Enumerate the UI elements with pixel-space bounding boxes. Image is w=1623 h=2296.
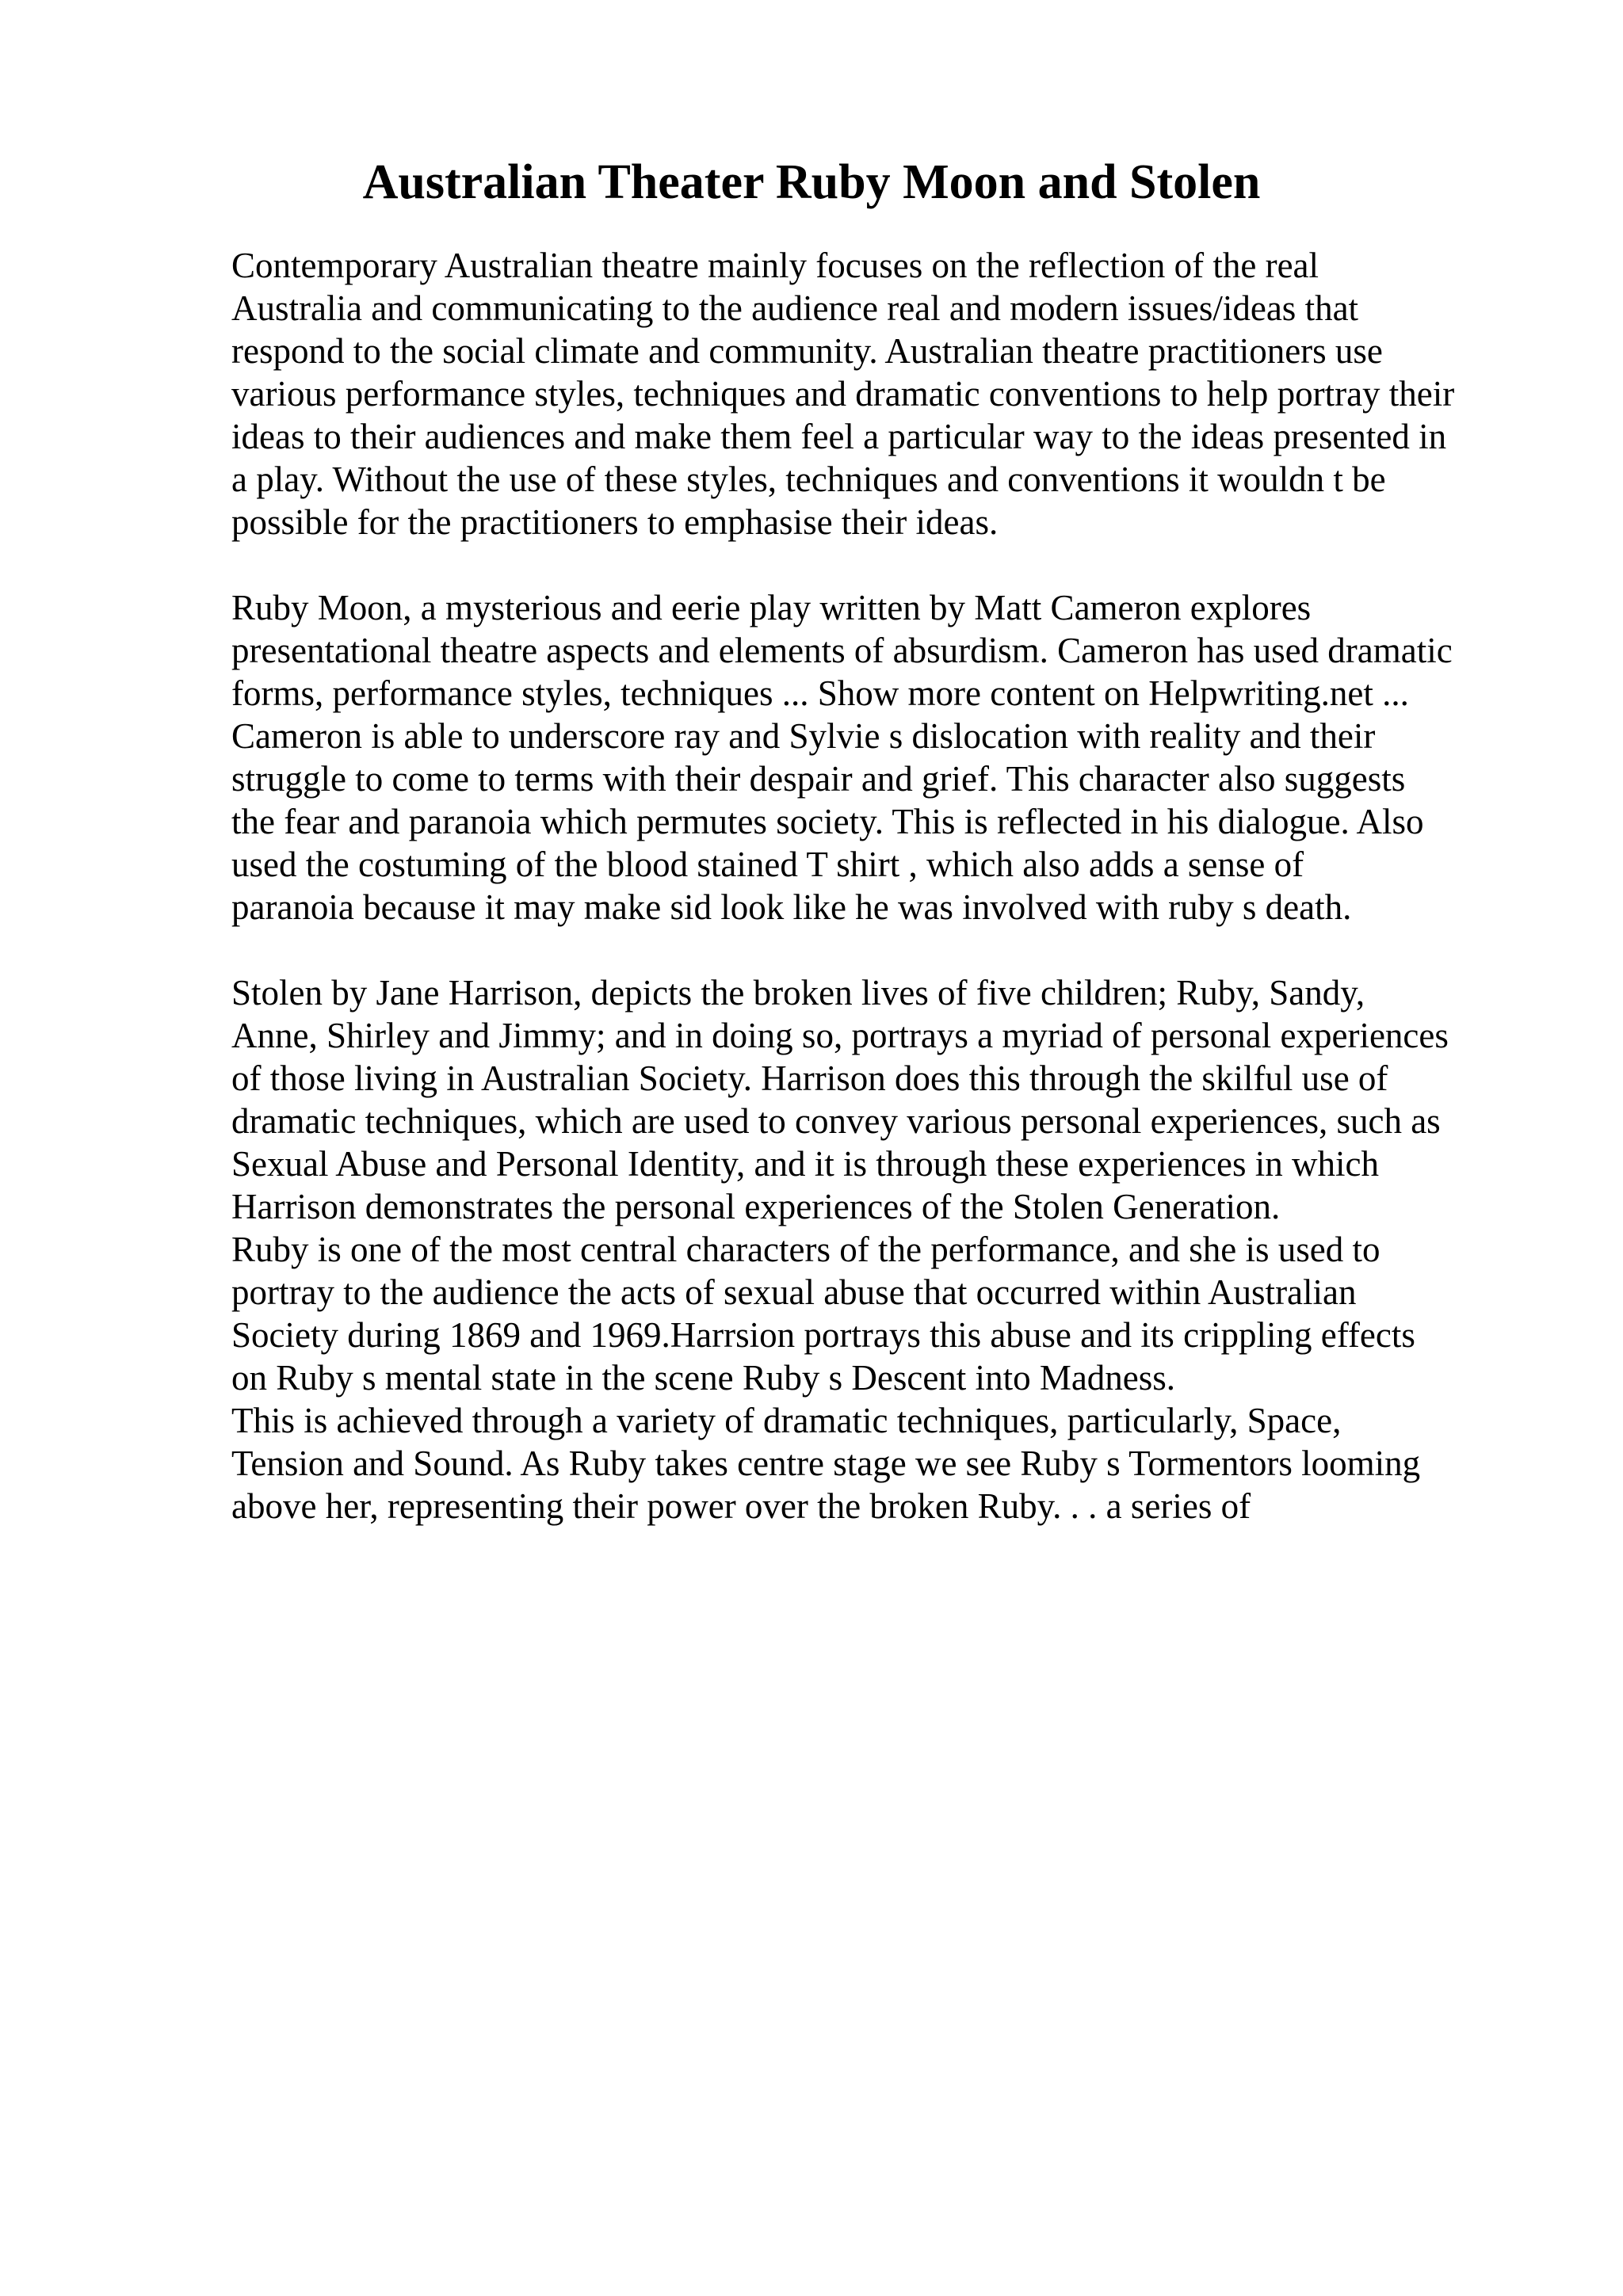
text-line: various performance styles, techniques and dramatic conventions to help portray their bbox=[231, 374, 1455, 414]
paragraph-ruby-moon bbox=[231, 586, 1531, 929]
text-line: Society during 1869 and 1969.Harrsion portrays this abuse and its crippling effects bbox=[231, 1315, 1415, 1355]
paragraph-intro bbox=[231, 244, 1531, 543]
text-line: Anne, Shirley and Jimmy; and in doing so, portrays a myriad of personal experiences bbox=[231, 1016, 1449, 1055]
text-line: ideas to their audiences and make them feel a particular way to the ideas presented in bbox=[231, 417, 1447, 456]
text-line: Sexual Abuse and Personal Identity, and it is through these experiences in which bbox=[231, 1144, 1379, 1184]
text-line: Cameron is able to underscore ray and Sylvie s dislocation with reality and their bbox=[231, 716, 1376, 756]
document-body bbox=[231, 244, 1531, 1527]
text-line: possible for the practitioners to emphasise their ideas. bbox=[231, 502, 999, 542]
text-line: Harrison demonstrates the personal experiences of the Stolen Generation. bbox=[231, 1187, 1281, 1226]
text-line: Ruby is one of the most central characters of the performance, and she is used to bbox=[231, 1230, 1381, 1269]
text-line: respond to the social climate and community. Australian theatre practitioners use bbox=[231, 331, 1383, 371]
paragraph-spacer bbox=[231, 929, 1531, 971]
text-line: presentational theatre aspects and elements of absurdism. Cameron has used dramatic bbox=[231, 631, 1453, 670]
text-line: Ruby Moon, a mysterious and eerie play written by Matt Cameron explores bbox=[231, 588, 1312, 627]
text-line: of those living in Australian Society. Harrison does this through the skilful use of bbox=[231, 1058, 1388, 1098]
text-line: Contemporary Australian theatre mainly focuses on the reflection of the real bbox=[231, 246, 1319, 285]
text-line: Tension and Sound. As Ruby takes centre stage we see Ruby s Tormentors looming bbox=[231, 1444, 1421, 1483]
text-line: above her, representing their power over the broken Ruby. . . a series of bbox=[231, 1486, 1251, 1526]
text-line: Australia and communicating to the audience real and modern issues/ideas that bbox=[231, 288, 1359, 328]
paragraph-spacer bbox=[231, 543, 1531, 586]
text-line: This is achieved through a variety of dramatic techniques, particularly, Space, bbox=[231, 1401, 1342, 1440]
text-line: a play. Without the use of these styles, techniques and conventions it wouldn t be bbox=[231, 460, 1386, 499]
text-line: paranoia because it may make sid look like he was involved with ruby s death. bbox=[231, 887, 1352, 927]
text-line: dramatic techniques, which are used to convey various personal experiences, such as bbox=[231, 1101, 1441, 1141]
paragraph-stolen bbox=[231, 971, 1531, 1527]
text-line: struggle to come to terms with their despair and grief. This character also suggests bbox=[231, 759, 1406, 799]
text-line: portray to the audience the acts of sexual abuse that occurred within Australian bbox=[231, 1272, 1357, 1312]
text-line: Stolen by Jane Harrison, depicts the broken lives of five children; Ruby, Sandy, bbox=[231, 973, 1365, 1013]
text-line: forms, performance styles, techniques ... Show more content on Helpwriting.net ... bbox=[231, 673, 1409, 713]
text-line: the fear and paranoia which permutes society. This is reflected in his dialogue. Also bbox=[231, 802, 1424, 841]
document-title: Australian Theater Ruby Moon and Stolen bbox=[362, 155, 1261, 209]
text-line: on Ruby s mental state in the scene Ruby s Descent into Madness. bbox=[231, 1358, 1176, 1398]
text-line: used the costuming of the blood stained T shirt , which also adds a sense of bbox=[231, 845, 1304, 884]
